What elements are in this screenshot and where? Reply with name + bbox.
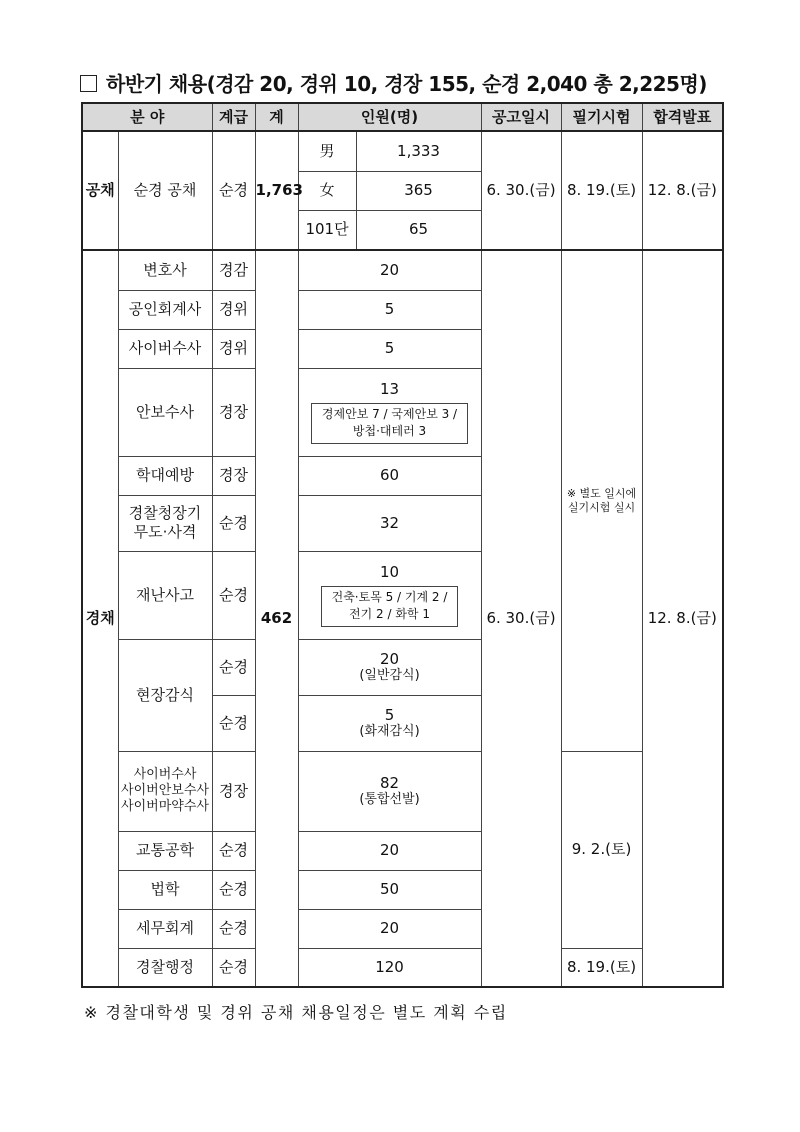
female-count: 365 — [356, 171, 481, 210]
row-count: 120 — [298, 948, 481, 987]
row-count: 20 — [298, 831, 481, 870]
header-rank: 계급 — [212, 103, 255, 131]
row-rank: 순경 — [212, 909, 255, 948]
row-name: 안보수사 — [118, 368, 212, 456]
unit-label: 101단 — [298, 210, 356, 250]
row-name: 법학 — [118, 870, 212, 909]
header-announce: 공고일시 — [481, 103, 561, 131]
row-count-cell — [298, 551, 481, 639]
special-exam-last: 8. 19.(토) — [561, 948, 642, 987]
row-detail-line-2: 방첩·대테러 3 — [352, 424, 427, 439]
row-name-line-1: 경찰청장기 — [128, 504, 202, 523]
header-count: 인원(명) — [298, 103, 481, 131]
row-detail-box — [321, 586, 459, 627]
row-name: 세무회계 — [118, 909, 212, 948]
table-row — [82, 948, 723, 987]
row-count-cell — [298, 368, 481, 456]
header-exam: 필기시험 — [561, 103, 642, 131]
row-name: 재난사고 — [118, 551, 212, 639]
row-name-line-2: 사이버안보수사 — [121, 782, 209, 798]
row-detail-line-2: 전기 2 / 화학 1 — [349, 607, 430, 622]
recruitment-schedule-table — [81, 102, 724, 988]
row-name-line-1: 사이버수사 — [133, 766, 197, 782]
row-rank: 순경 — [212, 551, 255, 639]
public-total: 1,763 — [255, 131, 298, 250]
row-detail-line-1: 경제안보 7 / 국제안보 3 / — [321, 406, 458, 421]
unit-count: 65 — [356, 210, 481, 250]
row-rank: 순경 — [212, 495, 255, 551]
row-rank: 경장 — [212, 368, 255, 456]
row-name: 공인회계사 — [118, 290, 212, 329]
public-result: 12. 8.(금) — [642, 131, 723, 250]
row-count: 60 — [298, 456, 481, 495]
special-total: 462 — [255, 250, 298, 987]
row-count: 5 — [384, 705, 395, 724]
group-special: 경채 — [82, 250, 118, 987]
row-name: 사이버수사 — [118, 329, 212, 368]
public-exam: 8. 19.(토) — [561, 131, 642, 250]
row-detail-box — [311, 403, 468, 444]
row-rank: 순경 — [212, 948, 255, 987]
male-count: 1,333 — [356, 131, 481, 171]
row-detail-line-1: 건축·토목 5 / 기계 2 / — [331, 589, 448, 604]
row-rank: 경장 — [212, 751, 255, 831]
special-exam-date: 9. 2.(토) — [561, 751, 642, 948]
row-rank: 순경 — [212, 870, 255, 909]
public-announce: 6. 30.(금) — [481, 131, 561, 250]
row-name: 변호사 — [118, 250, 212, 290]
row-count: 13 — [379, 380, 400, 399]
row-count: 50 — [298, 870, 481, 909]
row-rank: 순경 — [212, 695, 255, 751]
row-count-cell — [298, 639, 481, 695]
row-name: 학대예방 — [118, 456, 212, 495]
row-count: 82 — [379, 773, 400, 792]
row-count: 20 — [379, 649, 400, 668]
row-count: 5 — [298, 329, 481, 368]
section-title — [80, 68, 707, 97]
row-count-cell — [298, 751, 481, 831]
row-name-cell — [118, 495, 212, 551]
checkbox-square-icon — [80, 75, 97, 92]
exam-note-line-2: 실기시험 실시 — [567, 500, 636, 514]
row-rank: 순경 — [212, 831, 255, 870]
row-sub-label: (화재감식) — [359, 724, 420, 740]
public-name: 순경 공채 — [118, 131, 212, 250]
male-label: 男 — [298, 131, 356, 171]
public-rank: 순경 — [212, 131, 255, 250]
table-row — [82, 131, 723, 171]
table-row — [82, 250, 723, 290]
row-count: 32 — [298, 495, 481, 551]
row-name: 경찰행정 — [118, 948, 212, 987]
row-name-line-3: 사이버마약수사 — [121, 799, 209, 815]
row-name: 교통공학 — [118, 831, 212, 870]
header-field: 분 야 — [82, 103, 212, 131]
row-count: 20 — [298, 909, 481, 948]
group-public: 공채 — [82, 131, 118, 250]
exam-note-line-1: ※ 별도 일시에 — [566, 487, 637, 500]
table-header-row — [82, 103, 723, 131]
row-rank: 경위 — [212, 329, 255, 368]
row-sub-label: (일반감식) — [359, 668, 420, 684]
row-rank: 경장 — [212, 456, 255, 495]
row-name: 현장감식 — [118, 639, 212, 751]
special-result: 12. 8.(금) — [642, 250, 723, 987]
row-count: 20 — [298, 250, 481, 290]
section-title-text: 하반기 채용(경감 20, 경위 10, 경장 155, 순경 2,040 총 2,225명) — [106, 72, 707, 96]
row-count: 5 — [298, 290, 481, 329]
special-exam-note — [561, 250, 642, 751]
row-count-cell — [298, 695, 481, 751]
header-result: 합격발표 — [642, 103, 723, 131]
row-rank: 경감 — [212, 250, 255, 290]
row-count: 10 — [379, 563, 400, 582]
header-total: 계 — [255, 103, 298, 131]
table-row — [82, 751, 723, 831]
row-name-line-2: 무도·사격 — [133, 523, 197, 541]
footnote: ※ 경찰대학생 및 경위 공채 채용일정은 별도 계획 수립 — [84, 1003, 508, 1022]
row-name-cell — [118, 751, 212, 831]
special-announce: 6. 30.(금) — [481, 250, 561, 987]
female-label: 女 — [298, 171, 356, 210]
row-rank: 순경 — [212, 639, 255, 695]
row-rank: 경위 — [212, 290, 255, 329]
row-sub-label: (통합선발) — [359, 792, 420, 808]
